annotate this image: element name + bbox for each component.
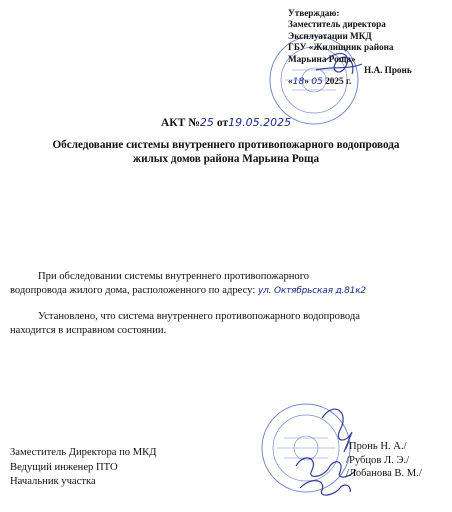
approval-date-year: 2025 г.	[325, 76, 352, 87]
name-lobanova: /Лобанова В. М./	[346, 468, 422, 479]
name-rubtsov: /Рубцов Л. Э./	[346, 454, 410, 466]
role-section-head: Начальник участка	[10, 476, 96, 487]
paragraph-1-line-1: При обследовании системы внутреннего противопожарного	[38, 271, 310, 282]
signature-roles	[10, 446, 156, 490]
act-prefix: АКТ №	[160, 116, 200, 129]
paragraph-1-line-2	[10, 284, 366, 298]
approval-block	[288, 8, 412, 88]
approval-date: «18» 05 2025 г.	[288, 76, 352, 88]
subject-line-1: Обследование системы внутреннего противопожарного водопровода	[52, 139, 400, 151]
name-pron: /Пронь Н. А./	[346, 441, 407, 452]
approval-line: Утверждаю:	[288, 8, 340, 18]
approval-signer-line	[288, 65, 412, 76]
signature-names	[346, 440, 422, 481]
address-handwritten: ул. Октябрьская д.81к2	[257, 286, 366, 296]
approval-line: ГБУ «Жилищник района	[288, 42, 394, 53]
act-number: 25	[199, 116, 214, 129]
approval-line: Заместитель директора	[288, 19, 386, 30]
role-deputy-director: Заместитель Директора по МКД	[10, 447, 157, 458]
paragraph-2-line-1: Установлено, что система внутреннего противопожарного водопровода	[38, 311, 360, 322]
approval-date-month: 05	[311, 76, 323, 88]
signatures-stamp	[262, 404, 350, 492]
act-subject	[0, 138, 452, 166]
subject-line-2: жилых домов района Марьина Роща	[132, 153, 320, 165]
act-title	[0, 116, 452, 129]
paragraph-2-line-2: находится в исправном состоянии.	[10, 325, 167, 336]
act-date-label: от	[216, 116, 229, 129]
approval-line: Марьина Роща»	[288, 53, 356, 64]
approval-signer: Н.А. Пронь	[364, 65, 412, 76]
paragraph-1-text: водопровода жилого дома, расположенного по адресу:	[10, 285, 256, 296]
act-date: 19.05.2025	[228, 116, 292, 129]
approval-line: Эксплуатации МКД	[288, 30, 372, 41]
approval-date-day: 18	[292, 76, 305, 88]
role-lead-engineer: Ведущий инженер ПТО	[10, 461, 118, 473]
